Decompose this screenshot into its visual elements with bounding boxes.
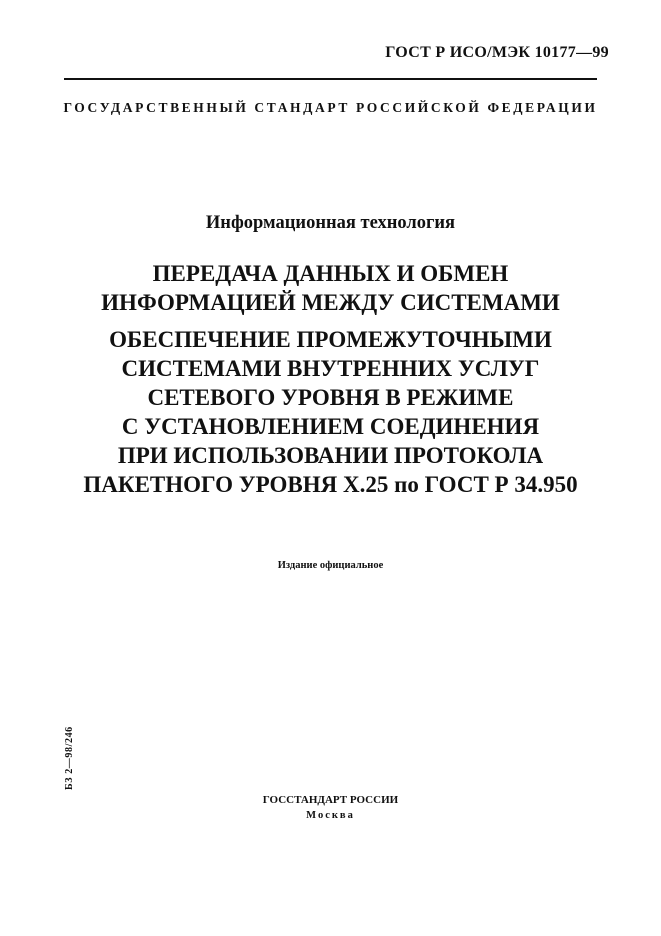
- subtitle-line: ОБЕСПЕЧЕНИЕ ПРОМЕЖУТОЧНЫМИ: [109, 327, 552, 352]
- document-code: ГОСТ Р ИСО/МЭК 10177—99: [385, 44, 609, 61]
- publication-city: Москва: [306, 810, 355, 821]
- side-code: БЗ 2—98/246: [64, 726, 75, 790]
- publisher: ГОССТАНДАРТ РОССИИ: [262, 794, 399, 806]
- state-standard-heading: ГОСУДАРСТВЕННЫЙ СТАНДАРТ РОССИЙСКОЙ ФЕДЕРАЦИИ: [63, 100, 598, 115]
- header-divider: [64, 78, 597, 80]
- subtitle-line: СЕТЕВОГО УРОВНЯ В РЕЖИМЕ: [147, 385, 514, 410]
- series-title: Информационная технология: [205, 213, 456, 233]
- main-title-line: ИНФОРМАЦИЕЙ МЕЖДУ СИСТЕМАМИ: [101, 290, 560, 315]
- subtitle-line: СИСТЕМАМИ ВНУТРЕННИХ УСЛУГ: [121, 356, 540, 381]
- main-title-line: ПЕРЕДАЧА ДАННЫХ И ОБМЕН: [152, 261, 509, 286]
- subtitle-line: ПРИ ИСПОЛЬЗОВАНИИ ПРОТОКОЛА: [117, 443, 544, 468]
- subtitle: [0, 325, 661, 499]
- edition-label: Издание официальное: [277, 560, 384, 571]
- main-title: [0, 259, 661, 317]
- subtitle-line: ПАКЕТНОГО УРОВНЯ Х.25 по ГОСТ Р 34.950: [83, 472, 578, 497]
- subtitle-line: С УСТАНОВЛЕНИЕМ СОЕДИНЕНИЯ: [121, 414, 540, 439]
